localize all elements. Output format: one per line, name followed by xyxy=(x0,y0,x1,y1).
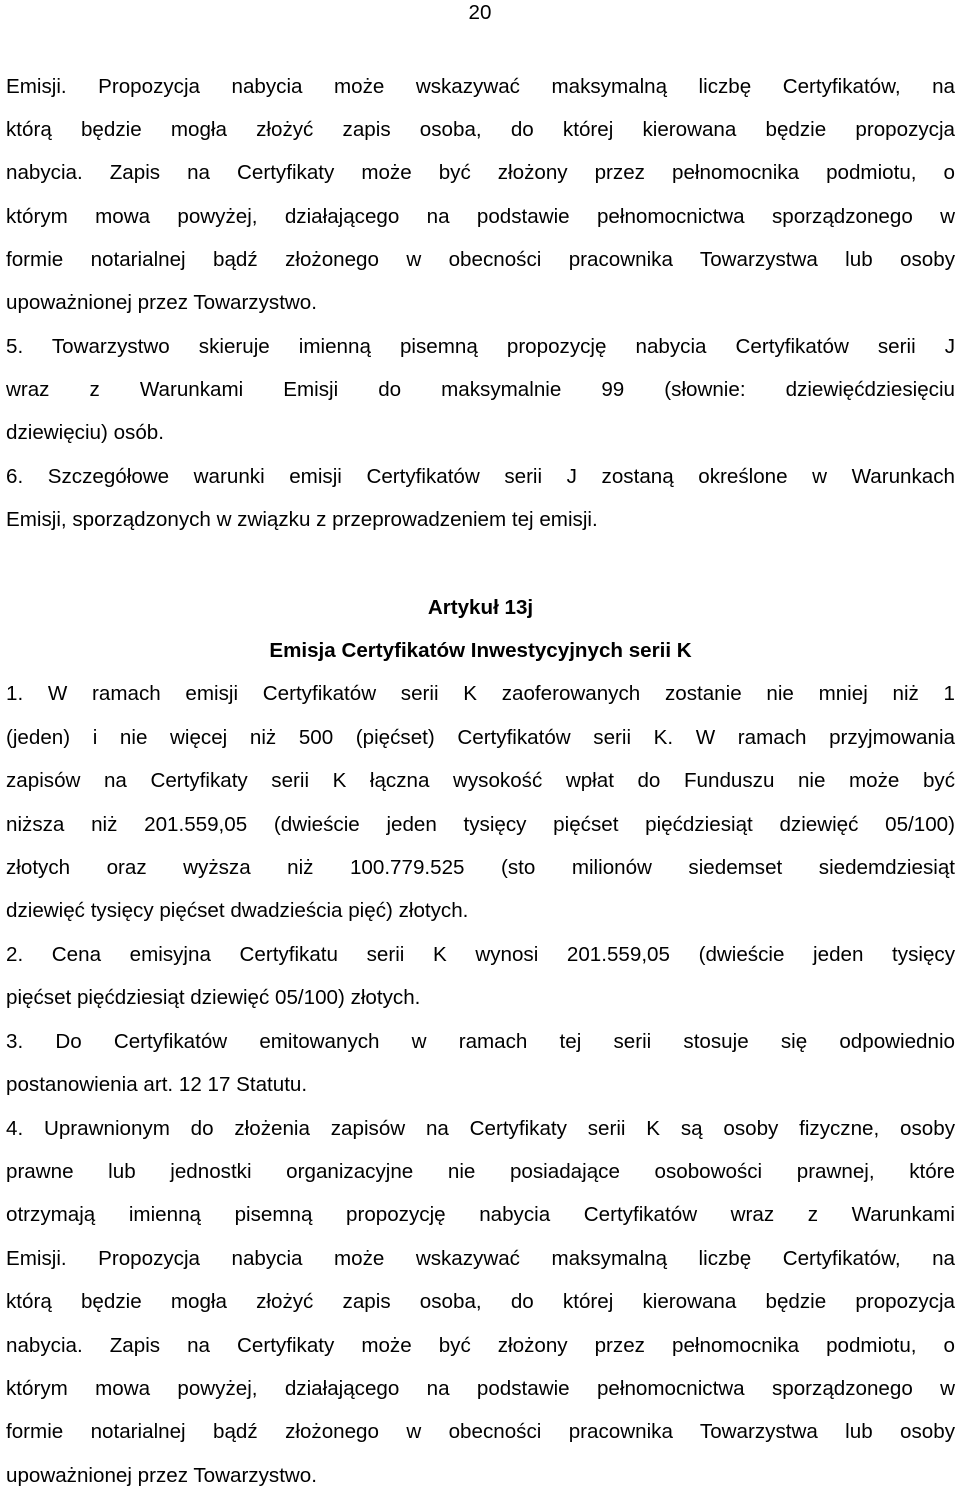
text-line: 3. Do Certyfikatów emitowanych w ramach tej serii stosuje się odpowiednio xyxy=(6,1030,955,1053)
text-line: prawne lub jednostki organizacyjne nie posiadające osobowości prawnej, które xyxy=(6,1160,955,1183)
article-heading: Artykuł 13j xyxy=(427,596,534,619)
text-line: zapisów na Certyfikaty serii K łączna wysokość wpłat do Funduszu nie może być xyxy=(6,769,955,792)
text-line: pięćset pięćdziesiąt dziewięć 05/100) złotych. xyxy=(6,986,421,1009)
text-line: Emisji. Propozycja nabycia może wskazywać maksymalną liczbę Certyfikatów, na xyxy=(6,1247,955,1270)
text-line: otrzymają imienną pisemną propozycję nabycia Certyfikatów wraz z Warunkami xyxy=(6,1203,955,1226)
text-line: wraz z Warunkami Emisji do maksymalnie 99 (słownie: dziewięćdziesięciu xyxy=(6,378,955,401)
text-line: którym mowa powyżej, działającego na podstawie pełnomocnictwa sporządzonego w xyxy=(6,205,955,228)
text-line: formie notarialnej bądź złożonego w obecności pracownika Towarzystwa lub osoby xyxy=(6,248,955,271)
text-line: dziewięciu) osób. xyxy=(6,421,164,444)
text-line: dziewięć tysięcy pięćset dwadzieścia pięć) złotych. xyxy=(6,899,469,922)
text-line: 1. W ramach emisji Certyfikatów serii K zaoferowanych zostanie nie mniej niż 1 xyxy=(6,682,955,705)
text-line: (jeden) i nie więcej niż 500 (pięćset) Certyfikatów serii K. W ramach przyjmowania xyxy=(6,726,955,749)
page-number: 20 xyxy=(468,1,492,24)
text-line: którą będzie mogła złożyć zapis osoba, do której kierowana będzie propozycja xyxy=(6,1290,955,1313)
text-line: 6. Szczegółowe warunki emisji Certyfikatów serii J zostaną określone w Warunkach xyxy=(6,465,955,488)
text-line: Emisji. Propozycja nabycia może wskazywać maksymalną liczbę Certyfikatów, na xyxy=(6,75,955,98)
text-line: którym mowa powyżej, działającego na podstawie pełnomocnictwa sporządzonego w xyxy=(6,1377,955,1400)
text-line: postanowienia art. 12 17 Statutu. xyxy=(6,1073,308,1096)
text-line: niższa niż 201.559,05 (dwieście jeden tysięcy pięćset pięćdziesiąt dziewięć 05/100) xyxy=(6,813,955,836)
text-line: nabycia. Zapis na Certyfikaty może być złożony przez pełnomocnika podmiotu, o xyxy=(6,1334,955,1357)
text-line: nabycia. Zapis na Certyfikaty może być złożony przez pełnomocnika podmiotu, o xyxy=(6,161,955,184)
text-line: 2. Cena emisyjna Certyfikatu serii K wynosi 201.559,05 (dwieście jeden tysięcy xyxy=(6,943,955,966)
text-line: którą będzie mogła złożyć zapis osoba, do której kierowana będzie propozycja xyxy=(6,118,955,141)
text-line: 5. Towarzystwo skieruje imienną pisemną propozycję nabycia Certyfikatów serii J xyxy=(6,335,955,358)
text-line: Emisji, sporządzonych w związku z przeprowadzeniem tej emisji. xyxy=(6,508,598,531)
text-line: upoważnionej przez Towarzystwo. xyxy=(6,291,317,314)
text-line: upoważnionej przez Towarzystwo. xyxy=(6,1464,317,1487)
text-line: 4. Uprawnionym do złożenia zapisów na Certyfikaty serii K są osoby fizyczne, osoby xyxy=(6,1117,955,1140)
text-line: formie notarialnej bądź złożonego w obecności pracownika Towarzystwa lub osoby xyxy=(6,1420,955,1443)
article-subheading: Emisja Certyfikatów Inwestycyjnych serii K xyxy=(269,639,692,662)
text-line: złotych oraz wyższa niż 100.779.525 (sto milionów siedemset siedemdziesiąt xyxy=(6,856,955,879)
